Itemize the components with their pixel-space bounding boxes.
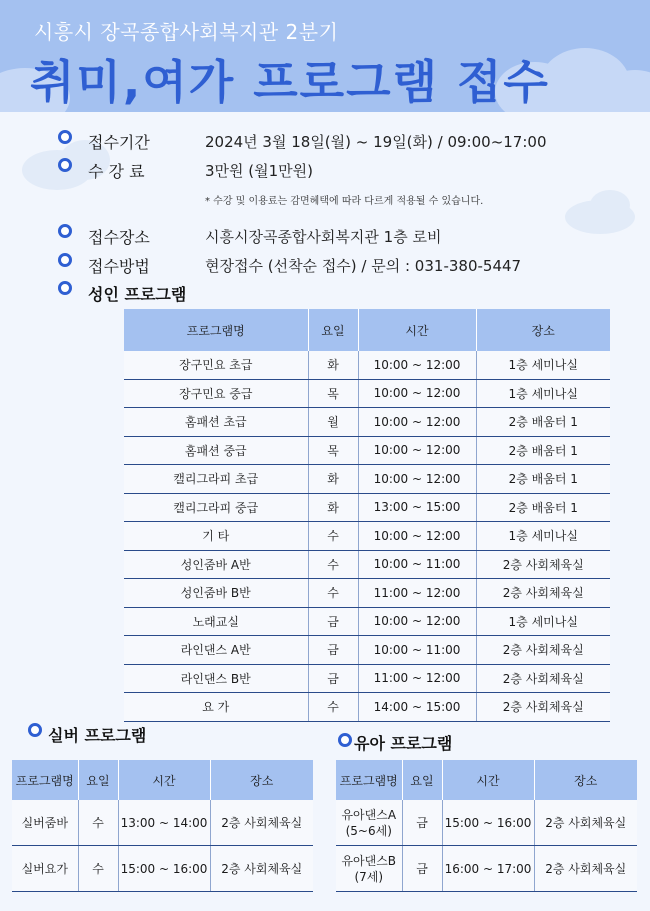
cell-program: 홈패션 중급 xyxy=(124,436,308,465)
cell-place: 2층 배움터 1 xyxy=(476,493,610,522)
table-row xyxy=(124,664,610,693)
cell-day: 금 xyxy=(402,800,442,846)
cell-program: 요 가 xyxy=(124,693,308,722)
table-row xyxy=(124,550,610,579)
cell-day: 금 xyxy=(308,636,358,665)
adult-program-table xyxy=(124,309,610,722)
table-row xyxy=(124,465,610,494)
cell-place: 1층 세미나실 xyxy=(476,351,610,379)
header-place: 장소 xyxy=(534,760,637,800)
table-row xyxy=(124,636,610,665)
cell-time: 11:00 ~ 12:00 xyxy=(358,664,476,693)
table-row xyxy=(124,522,610,551)
cell-place: 2층 사회체육실 xyxy=(476,579,610,608)
cell-program: 실버줌바 xyxy=(12,800,78,846)
cell-place: 2층 배움터 1 xyxy=(476,436,610,465)
cell-time: 10:00 ~ 12:00 xyxy=(358,522,476,551)
fee-note: * 수강 및 이용료는 감면혜택에 따라 다르게 적용될 수 있습니다. xyxy=(205,196,484,207)
cell-place: 2층 사회체육실 xyxy=(476,693,610,722)
bullet-icon xyxy=(58,253,72,267)
cell-time: 10:00 ~ 12:00 xyxy=(358,465,476,494)
cell-time: 13:00 ~ 14:00 xyxy=(118,800,210,846)
kids-program-table xyxy=(336,760,637,892)
cell-place: 2층 사회체육실 xyxy=(534,800,637,846)
bullet-icon xyxy=(58,158,72,172)
silver-program-table xyxy=(12,760,313,892)
table-header-row xyxy=(124,309,610,351)
cell-program: 라인댄스 B반 xyxy=(124,664,308,693)
table-row xyxy=(12,800,313,846)
cell-day: 화 xyxy=(308,493,358,522)
bullet-icon xyxy=(28,723,42,737)
cell-program: 장구민요 초급 xyxy=(124,351,308,379)
cell-place: 1층 세미나실 xyxy=(476,607,610,636)
header-day: 요일 xyxy=(308,309,358,351)
fee-label: 수 강 료 xyxy=(88,162,145,181)
kids-section-title: 유아 프로그램 xyxy=(354,734,453,753)
adult-section-title: 성인 프로그램 xyxy=(88,285,187,304)
cell-day: 화 xyxy=(308,465,358,494)
cell-time: 13:00 ~ 15:00 xyxy=(358,493,476,522)
cell-program: 캘리그라피 초급 xyxy=(124,465,308,494)
cell-time: 10:00 ~ 12:00 xyxy=(358,436,476,465)
header-program: 프로그램명 xyxy=(336,760,402,800)
cell-day: 수 xyxy=(308,693,358,722)
table-row xyxy=(336,846,637,892)
header-place: 장소 xyxy=(476,309,610,351)
bullet-icon xyxy=(58,224,72,238)
cell-day: 월 xyxy=(308,408,358,437)
table-row xyxy=(124,493,610,522)
header-time: 시간 xyxy=(442,760,534,800)
cell-day: 목 xyxy=(308,436,358,465)
header-time: 시간 xyxy=(118,760,210,800)
cell-program: 성인줌바 A반 xyxy=(124,550,308,579)
cell-day: 화 xyxy=(308,351,358,379)
table-row xyxy=(124,351,610,379)
cell-day: 수 xyxy=(78,800,118,846)
header-program: 프로그램명 xyxy=(12,760,78,800)
cell-day: 금 xyxy=(308,607,358,636)
table-row xyxy=(336,800,637,846)
header-time: 시간 xyxy=(358,309,476,351)
cell-place: 2층 사회체육실 xyxy=(210,846,313,892)
cell-program: 기 타 xyxy=(124,522,308,551)
cell-time: 14:00 ~ 15:00 xyxy=(358,693,476,722)
table-header-row xyxy=(336,760,637,800)
cell-place: 2층 배움터 1 xyxy=(476,408,610,437)
header-day: 요일 xyxy=(402,760,442,800)
cell-place: 2층 배움터 1 xyxy=(476,465,610,494)
table-header-row xyxy=(12,760,313,800)
period-value: 2024년 3월 18일(월) ~ 19일(화) / 09:00~17:00 xyxy=(205,133,547,151)
table-row xyxy=(12,846,313,892)
silver-section-title: 실버 프로그램 xyxy=(48,726,147,745)
table-row xyxy=(124,579,610,608)
bullet-icon xyxy=(58,281,72,295)
page-title: 취미,여가 프로그램 접수 xyxy=(30,55,550,109)
header-place: 장소 xyxy=(210,760,313,800)
cell-program: 유아댄스A (5~6세) xyxy=(336,800,402,846)
cell-place: 2층 사회체육실 xyxy=(476,664,610,693)
cell-day: 수 xyxy=(78,846,118,892)
table-row xyxy=(124,693,610,722)
cell-time: 10:00 ~ 12:00 xyxy=(358,351,476,379)
cell-program: 실버요가 xyxy=(12,846,78,892)
place-label: 접수장소 xyxy=(88,228,150,247)
cell-time: 10:00 ~ 12:00 xyxy=(358,607,476,636)
cell-program: 캘리그라피 중급 xyxy=(124,493,308,522)
cell-time: 16:00 ~ 17:00 xyxy=(442,846,534,892)
header-day: 요일 xyxy=(78,760,118,800)
table-row xyxy=(124,436,610,465)
cell-program: 라인댄스 A반 xyxy=(124,636,308,665)
background-cloud xyxy=(590,190,630,220)
bullet-icon xyxy=(338,733,352,747)
cell-program: 유아댄스B (7세) xyxy=(336,846,402,892)
cell-program: 장구민요 중급 xyxy=(124,379,308,408)
cell-time: 10:00 ~ 11:00 xyxy=(358,636,476,665)
place-value: 시흥시장곡종합사회복지관 1층 로비 xyxy=(205,228,442,246)
cell-time: 15:00 ~ 16:00 xyxy=(118,846,210,892)
method-label: 접수방법 xyxy=(88,257,150,276)
table-row xyxy=(124,607,610,636)
cell-time: 10:00 ~ 12:00 xyxy=(358,379,476,408)
cell-place: 2층 사회체육실 xyxy=(534,846,637,892)
cell-day: 수 xyxy=(308,550,358,579)
cell-day: 수 xyxy=(308,522,358,551)
cell-place: 1층 세미나실 xyxy=(476,522,610,551)
cell-day: 금 xyxy=(402,846,442,892)
cell-time: 10:00 ~ 12:00 xyxy=(358,408,476,437)
cell-day: 목 xyxy=(308,379,358,408)
table-row xyxy=(124,408,610,437)
bullet-icon xyxy=(58,130,72,144)
cell-place: 1층 세미나실 xyxy=(476,379,610,408)
cell-program: 성인줌바 B반 xyxy=(124,579,308,608)
cell-place: 2층 사회체육실 xyxy=(476,636,610,665)
cell-program: 노래교실 xyxy=(124,607,308,636)
header-subtitle: 시흥시 장곡종합사회복지관 2분기 xyxy=(34,20,339,44)
fee-value: 3만원 (월1만원) xyxy=(205,162,314,180)
header-program: 프로그램명 xyxy=(124,309,308,351)
method-value: 현장접수 (선착순 접수) / 문의 : 031-380-5447 xyxy=(205,257,522,275)
cell-day: 금 xyxy=(308,664,358,693)
table-row xyxy=(124,379,610,408)
header-banner xyxy=(0,0,650,112)
cell-time: 11:00 ~ 12:00 xyxy=(358,579,476,608)
cell-time: 10:00 ~ 11:00 xyxy=(358,550,476,579)
cell-place: 2층 사회체육실 xyxy=(476,550,610,579)
cell-program: 홈패션 초급 xyxy=(124,408,308,437)
cell-day: 수 xyxy=(308,579,358,608)
cell-place: 2층 사회체육실 xyxy=(210,800,313,846)
cell-time: 15:00 ~ 16:00 xyxy=(442,800,534,846)
period-label: 접수기간 xyxy=(88,133,150,152)
